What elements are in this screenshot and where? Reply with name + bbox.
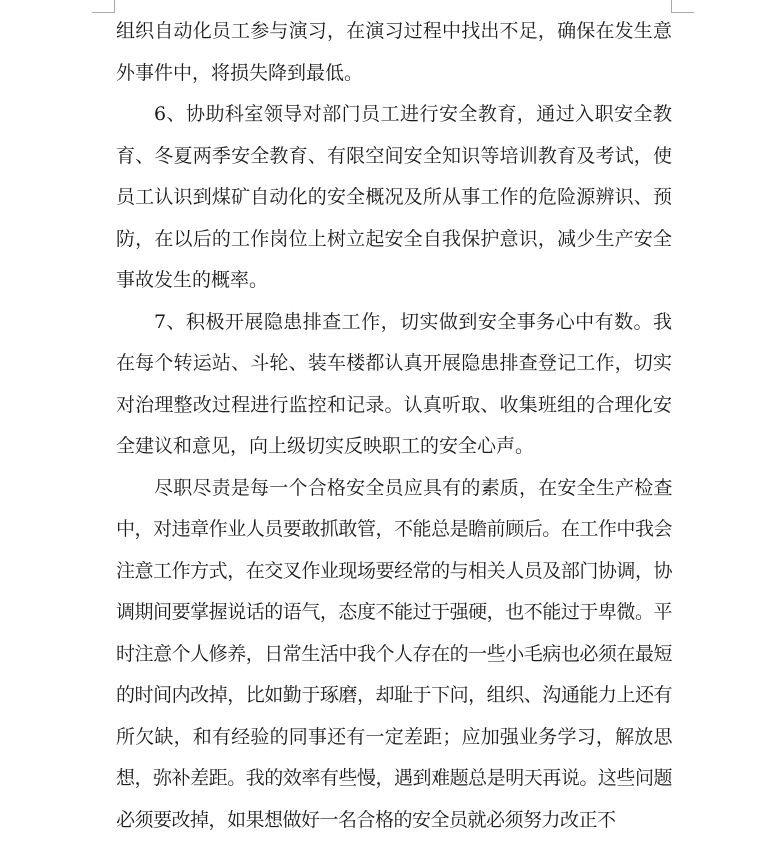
paragraph-self-reflection: 尽职尽责是每一个合格安全员应具有的素质，在安全生产检查中，对违章作业人员要敢抓敢管，不能总是瞻前顾后。在工作中我会注意工作方式，在交叉作业现场要经常的与相关人员及部门协调，协调期间要掌握说话的语气，态度不能过于强硬，也不能过于卑微。平时注意个人修养，日常生活中我个人存在的一些小毛病也必须在最短的时间内改掉，比如勤于琢磨，却耻于下问，组织、沟通能力上还有所欠缺，和有经验的同事还有一定差距；应加强业务学习，解放思想，弥补差距。我的效率有些慢，遇到难题总是明天再说。这些问题必须要改掉，如果想做好一名合格的安全员就必须努力改正不 xyxy=(116,476,672,831)
paragraph-continuation: 组织自动化员工参与演习，在演习过程中找出不足，确保在发生意外事件中，将损失降到最低。 xyxy=(116,20,672,84)
margin-corner-mark-left xyxy=(92,0,115,13)
paragraph-item-6-safety-education: 6、协助科室领导对部门员工进行安全教育，通过入职安全教育、冬夏两季安全教育、有限空间安全知识等培训教育及考试，使员工认识到煤矿自动化的安全概况及所从事工作的危险源辨识、预防，在以后的工作岗位上树立起安全自我保护意识，减少生产安全事故发生的概率。 xyxy=(116,103,672,291)
margin-corner-mark-right xyxy=(671,0,694,13)
paragraph-item-7-hazard-inspection: 7、积极开展隐患排查工作，切实做到安全事务心中有数。我在每个转运站、斗轮、装车楼都认真开展隐患排查登记工作，切实对治理整改过程进行监控和记录。认真听取、收集班组的合理化安全建议和意见，向上级切实反映职工的安全心声。 xyxy=(116,310,672,457)
document-body[interactable] xyxy=(116,11,672,841)
